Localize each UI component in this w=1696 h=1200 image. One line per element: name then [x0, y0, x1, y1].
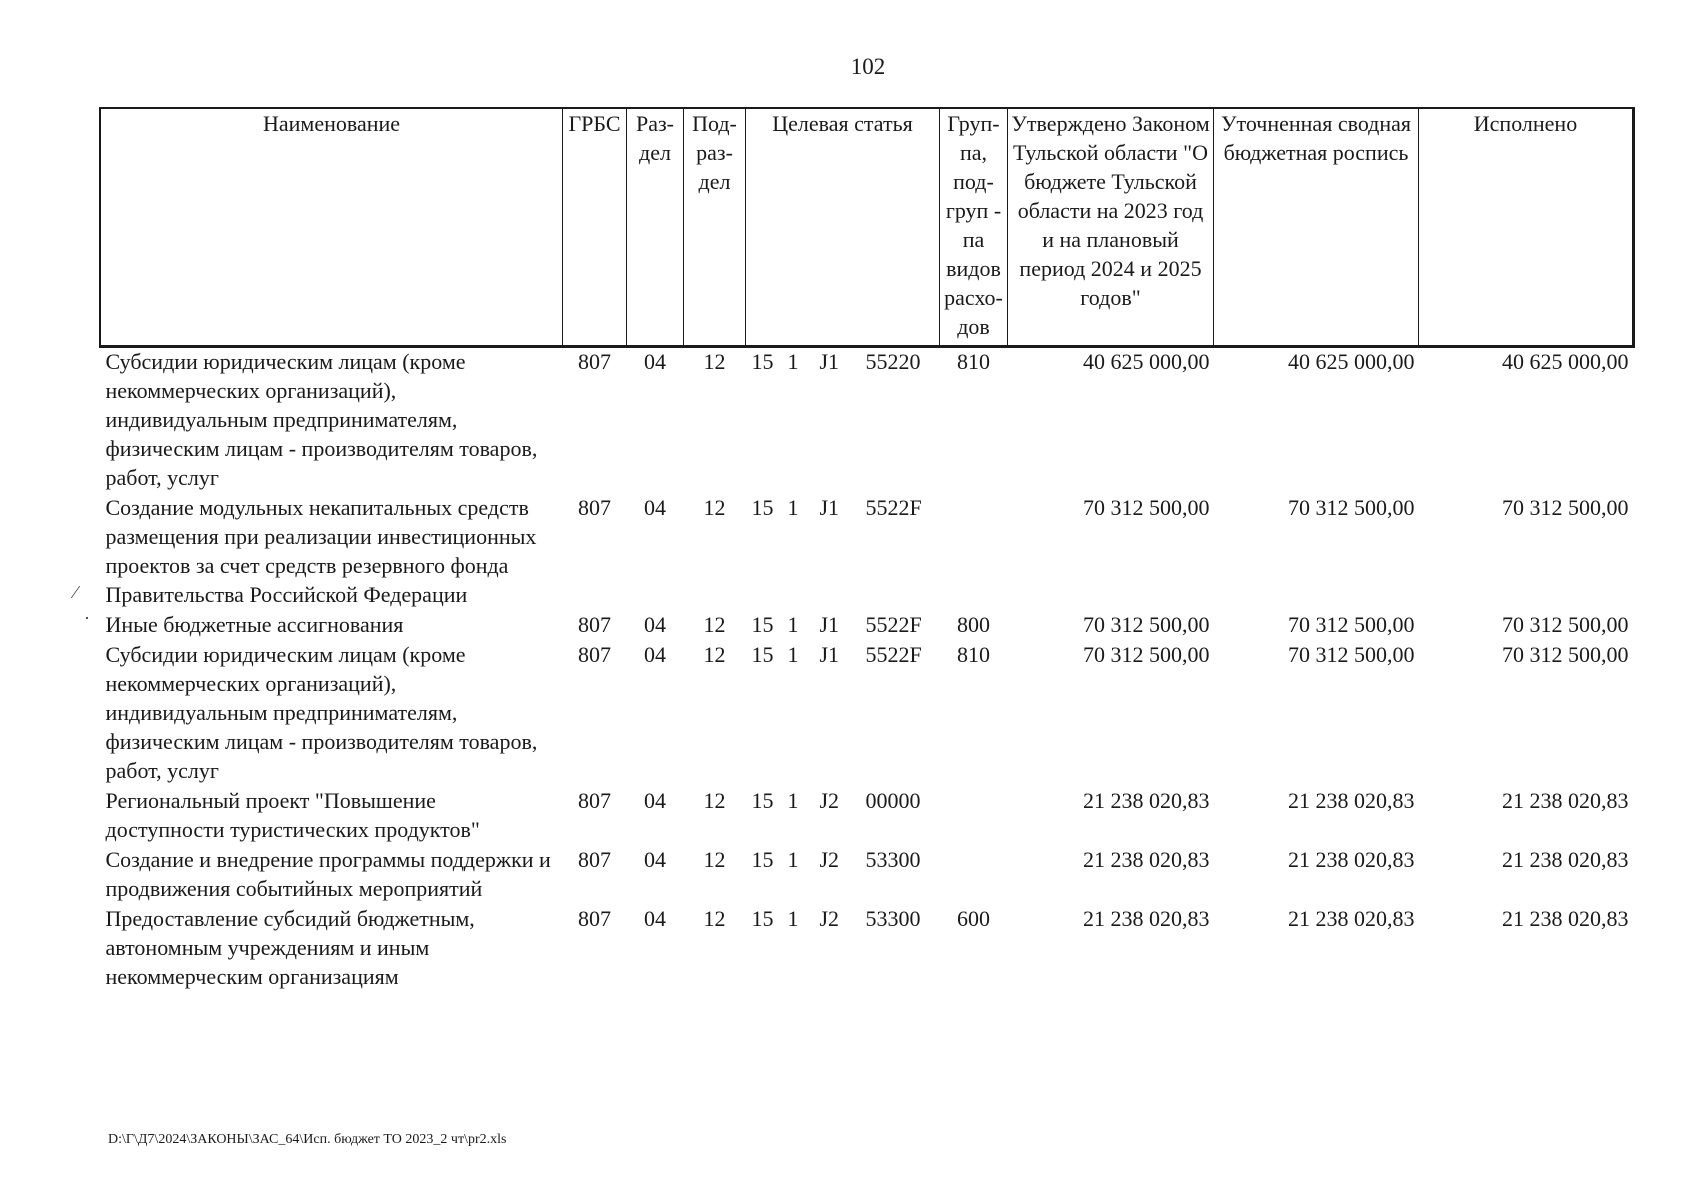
target-project: J1	[819, 612, 840, 637]
row-name: Субсидии юридическим лицам (кроме некоммерческих организаций), индивидуальным предпринимателям, физическим лицам - производителям товаров, работ, услуг	[105, 642, 538, 783]
file-path-footer: D:\Г\Д7\2024\ЗАКОНЫ\ЗАС_64\Исп. бюджет ТО 2023_2 чт\pr2.xls	[108, 1132, 507, 1147]
table-row	[101, 903, 1633, 991]
row-target	[746, 844, 940, 903]
row-razdel: 04	[644, 495, 666, 520]
row-podrazdel: 12	[703, 906, 726, 931]
row-name: Предоставление субсидий бюджетным, автономным учреждениям и иным некоммерческим организациям	[105, 906, 475, 989]
target-project: J2	[819, 906, 840, 931]
table-row	[101, 492, 1633, 609]
row-target	[746, 903, 940, 991]
row-target	[746, 346, 940, 493]
row-refined: 21 238 020,83	[1288, 906, 1415, 931]
row-target	[746, 609, 940, 639]
header-approved: Утверждено Законом Тульской области "О бюджете Тульской области на 2023 год и на плановый период 2024 и 2025 годов"	[1008, 109, 1214, 346]
row-podrazdel: 12	[703, 612, 726, 637]
page-number: 102	[850, 54, 886, 79]
row-podrazdel: 12	[703, 495, 726, 520]
row-approved: 21 238 020,83	[1083, 788, 1210, 813]
row-vid: 800	[957, 612, 990, 637]
row-grbs: 807	[578, 349, 611, 374]
row-podrazdel: 12	[703, 847, 726, 872]
target-direction: 53300	[865, 847, 921, 872]
margin-pen-mark: ⁄	[74, 582, 78, 602]
row-vid: 810	[957, 349, 990, 374]
target-subprogram: 1	[787, 495, 799, 520]
row-grbs: 807	[578, 788, 611, 813]
row-grbs: 807	[578, 612, 611, 637]
target-project: J1	[819, 495, 840, 520]
row-grbs: 807	[578, 906, 611, 931]
row-target	[746, 639, 940, 785]
target-direction: 00000	[865, 788, 921, 813]
target-program: 15	[751, 788, 774, 813]
table-header-row	[101, 109, 1633, 346]
row-executed: 70 312 500,00	[1502, 612, 1629, 637]
row-vid	[940, 844, 1008, 903]
row-executed: 70 312 500,00	[1502, 495, 1629, 520]
row-razdel: 04	[644, 349, 666, 374]
row-razdel: 04	[644, 612, 666, 637]
row-approved: 40 625 000,00	[1083, 349, 1210, 374]
margin-pen-mark: ·	[84, 608, 90, 628]
row-name: Субсидии юридическим лицам (кроме некоммерческих организаций), индивидуальным предпринимателям, физическим лицам - производителям товаров, работ, услуг	[105, 349, 538, 490]
row-name: Иные бюджетные ассигнования	[105, 612, 404, 637]
row-vid: 600	[957, 906, 990, 931]
header-target: Целевая статья	[746, 109, 940, 346]
target-program: 15	[751, 847, 774, 872]
target-project: J2	[819, 788, 840, 813]
header-grbs: ГРБС	[563, 109, 627, 346]
row-refined: 21 238 020,83	[1288, 847, 1415, 872]
target-project: J1	[819, 349, 840, 374]
header-vid: Груп-па, под-груп - па видов расхо-дов	[940, 109, 1008, 346]
target-subprogram: 1	[787, 642, 799, 667]
row-refined: 70 312 500,00	[1288, 642, 1415, 667]
table-row	[101, 844, 1633, 903]
target-program: 15	[751, 349, 774, 374]
row-refined: 40 625 000,00	[1288, 349, 1415, 374]
row-grbs: 807	[578, 642, 611, 667]
row-executed: 21 238 020,83	[1502, 906, 1629, 931]
row-target	[746, 492, 940, 609]
row-razdel: 04	[644, 847, 666, 872]
row-executed: 70 312 500,00	[1502, 642, 1629, 667]
target-program: 15	[751, 906, 774, 931]
target-direction: 5522F	[865, 495, 922, 520]
row-vid: 810	[957, 642, 990, 667]
table-row	[101, 346, 1633, 493]
row-razdel: 04	[644, 642, 666, 667]
row-refined: 70 312 500,00	[1288, 495, 1415, 520]
row-podrazdel: 12	[703, 349, 726, 374]
row-podrazdel: 12	[703, 788, 726, 813]
target-direction: 53300	[865, 906, 921, 931]
row-name: Региональный проект "Повышение доступности туристических продуктов"	[105, 788, 480, 842]
budget-table	[100, 108, 1633, 991]
row-approved: 70 312 500,00	[1083, 495, 1210, 520]
header-name: Наименование	[101, 109, 563, 346]
target-project: J2	[819, 847, 840, 872]
target-subprogram: 1	[787, 788, 799, 813]
target-subprogram: 1	[787, 349, 799, 374]
table-row	[101, 785, 1633, 844]
row-executed: 21 238 020,83	[1502, 788, 1629, 813]
row-grbs: 807	[578, 495, 611, 520]
row-approved: 21 238 020,83	[1083, 847, 1210, 872]
target-subprogram: 1	[787, 612, 799, 637]
target-direction: 5522F	[865, 612, 922, 637]
row-approved: 21 238 020,83	[1083, 906, 1210, 931]
row-razdel: 04	[644, 788, 666, 813]
row-razdel: 04	[644, 906, 666, 931]
target-subprogram: 1	[787, 906, 799, 931]
row-vid	[940, 785, 1008, 844]
table-row	[101, 609, 1633, 639]
target-program: 15	[751, 642, 774, 667]
row-target	[746, 785, 940, 844]
row-podrazdel: 12	[703, 642, 726, 667]
target-direction: 5522F	[865, 642, 922, 667]
target-program: 15	[751, 612, 774, 637]
header-razdel: Раз-дел	[627, 109, 684, 346]
row-refined: 70 312 500,00	[1288, 612, 1415, 637]
row-grbs: 807	[578, 847, 611, 872]
target-direction: 55220	[865, 349, 921, 374]
target-subprogram: 1	[787, 847, 799, 872]
row-approved: 70 312 500,00	[1083, 642, 1210, 667]
target-program: 15	[751, 495, 774, 520]
row-name: Создание и внедрение программы поддержки и продвижения событийных мероприятий	[105, 847, 551, 901]
row-executed: 21 238 020,83	[1502, 847, 1629, 872]
row-vid	[940, 492, 1008, 609]
header-executed: Исполнено	[1419, 109, 1633, 346]
header-refined: Уточненная сводная бюджетная роспись	[1214, 109, 1419, 346]
row-approved: 70 312 500,00	[1083, 612, 1210, 637]
row-name: Создание модульных некапитальных средств размещения при реализации инвестиционных проектов за счет средств резервного фонда Правительства Российской Федерации	[105, 495, 537, 607]
row-refined: 21 238 020,83	[1288, 788, 1415, 813]
row-executed: 40 625 000,00	[1502, 349, 1629, 374]
target-project: J1	[819, 642, 840, 667]
table-row	[101, 639, 1633, 785]
header-podrazdel: Под-раз-дел	[684, 109, 746, 346]
